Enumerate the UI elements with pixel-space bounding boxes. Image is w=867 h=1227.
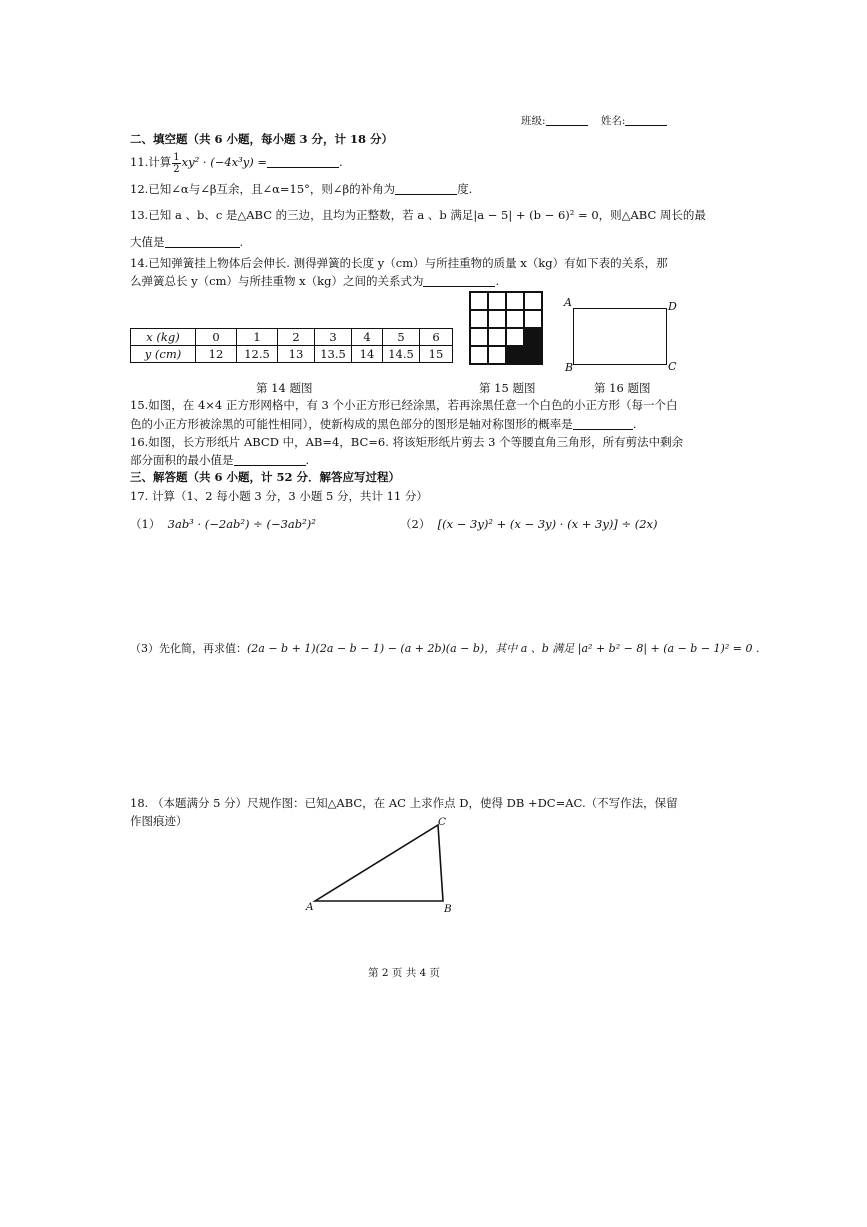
q14-y-cell: 12.5: [237, 346, 278, 363]
q15-line2-text: 色的小正方形被涂黑的可能性相同），使新构成的黑色部分的图形是轴对称图形的概率是: [130, 417, 573, 431]
fig15-caption: 第 15 题图: [479, 381, 536, 395]
q14-y-cell: 14.5: [383, 346, 420, 363]
q14-x-cell: 0: [196, 329, 237, 346]
q14-suffix: .: [495, 274, 500, 288]
grid-cell: [488, 346, 506, 364]
q11-frac-den: 2: [173, 163, 180, 175]
q14-x-cell: 2: [278, 329, 315, 346]
q14-x-cell: 6: [420, 329, 453, 346]
q14-line2: [130, 273, 499, 289]
q16-label-c: C: [668, 360, 677, 373]
grid-cell: [506, 292, 524, 310]
q16-suffix: .: [305, 453, 310, 467]
q13-blank: [165, 235, 240, 248]
q14-x-header: x (kg): [131, 329, 196, 346]
q12-suffix: 度.: [457, 182, 473, 196]
q16-line2-text: 部分面积的最小值是: [130, 453, 234, 467]
q14-table-x-row: [131, 329, 453, 346]
triangle-abc: [315, 825, 443, 901]
q11-blank: [267, 155, 339, 168]
name-blank: [625, 113, 667, 126]
q11-frac-num: 1: [173, 151, 180, 163]
header-class: [521, 113, 667, 128]
q14-y-cell: 13: [278, 346, 315, 363]
q13-suffix: .: [239, 235, 244, 249]
q14-y-cell: 14: [352, 346, 383, 363]
q12-blank: [395, 182, 457, 195]
q17-p1-expression: 3ab³ · (−2ab²) ÷ (−3ab²)²: [167, 517, 316, 531]
page-footer: 第 2 页 共 4 页: [368, 967, 441, 979]
q16-label-b: B: [565, 361, 574, 374]
q14-table: [130, 328, 453, 363]
q17-p3-label: （3）先化简，再求值：: [130, 642, 247, 655]
q17-part3: [130, 640, 759, 656]
q18-line1: 18. （本题满分 5 分）尺规作图：已知△ABC，在 AC 上求作点 D，使得 DB +DC=AC.（不写作法，保留: [130, 796, 678, 810]
fig14-caption: 第 14 题图: [256, 381, 313, 395]
grid-cell: [470, 292, 488, 310]
q12-text: 12.已知∠α与∠β互余，且∠α=15°，则∠β的补角为: [130, 182, 396, 196]
section3-heading: 三、解答题（共 6 小题，计 52 分．解答应写过程）: [130, 470, 401, 484]
q16-blank: [234, 453, 306, 466]
q18-label-c: C: [438, 816, 447, 828]
q13-line2-text: 大值是: [130, 235, 165, 249]
q14-line1: 14.已知弹簧挂上物体后会伸长. 测得弹簧的长度 y（cm）与所挂重物的质量 x（kg）有如下表的关系，那: [130, 256, 668, 270]
q14-x-cell: 5: [383, 329, 420, 346]
q16-line2: [130, 452, 309, 468]
q15-grid-figure: [469, 291, 543, 365]
q15-suffix: .: [632, 417, 637, 431]
grid-cell: [488, 310, 506, 328]
grid-cell: [470, 346, 488, 364]
q14-y-header: y (cm): [131, 346, 196, 363]
q11-fraction: [172, 152, 180, 175]
grid-cell-black: [506, 346, 524, 364]
grid-cell: [524, 292, 542, 310]
q15-line1: 15.如图，在 4×4 正方形网格中，有 3 个小正方形已经涂黑，若再涂黑任意一个白色的小正方形（每一个白: [130, 398, 678, 412]
q11-prefix: 11.计算: [130, 155, 172, 169]
fig16-caption: 第 16 题图: [594, 381, 651, 395]
q15-line2: [130, 416, 636, 432]
q16-line1: 16.如图，长方形纸片 ABCD 中，AB=4，BC=6. 将该矩形纸片剪去 3 个等腰直角三角形，所有剪法中剩余: [130, 435, 684, 449]
q17-p3-expression: (2a − b + 1)(2a − b − 1) − (a + 2b)(a − b): [247, 642, 485, 655]
grid-cell-black: [524, 328, 542, 346]
q14-blank: [423, 274, 495, 287]
q11-expression: xy² · (−4x³y) =: [181, 155, 268, 169]
grid-cell-black: [524, 346, 542, 364]
grid-cell: [506, 328, 524, 346]
q11-suffix: .: [339, 155, 343, 169]
q14-y-cell: 15: [420, 346, 453, 363]
q14-x-cell: 4: [352, 329, 383, 346]
q18-label-a: A: [306, 901, 314, 913]
q17-title: 17. 计算（1、2 每小题 3 分，3 小题 5 分，共计 11 分）: [130, 489, 428, 503]
grid-cell: [470, 310, 488, 328]
q14-y-cell: 13.5: [315, 346, 352, 363]
q16-rectangle: [573, 308, 667, 365]
grid-cell: [470, 328, 488, 346]
name-label: 姓名:: [600, 115, 626, 127]
q17-part1: [130, 516, 316, 532]
q11: [130, 148, 343, 176]
q17-p2-label: （2）: [400, 517, 431, 531]
q16-label-a: A: [564, 296, 572, 309]
q14-x-cell: 3: [315, 329, 352, 346]
q17-p3-condition: ，其中 a 、b 满足 |a² + b² − 8| + (a − b − 1)² = 0 .: [484, 642, 760, 655]
grid-cell: [488, 292, 506, 310]
q14-y-cell: 12: [196, 346, 237, 363]
q15-blank: [573, 417, 633, 430]
grid-cell: [488, 328, 506, 346]
q13-line2: [130, 234, 243, 250]
q17-p1-label: （1）: [130, 517, 161, 531]
q18-line2: 作图痕迹）: [130, 814, 188, 828]
section2-heading: 二、填空题（共 6 小题，每小题 3 分，计 18 分）: [130, 132, 394, 146]
q17-p2-expression: [(x − 3y)² + (x − 3y) · (x + 3y)] ÷ (2x): [437, 517, 658, 531]
q14-x-cell: 1: [237, 329, 278, 346]
q18-label-b: B: [444, 903, 452, 915]
class-label: 班级:: [521, 115, 546, 127]
q12: [130, 181, 472, 197]
grid-cell: [524, 310, 542, 328]
q17-part2: [400, 516, 658, 532]
q14-line2-text: 么弹簧总长 y（cm）与所挂重物 x（kg）之间的关系式为: [130, 274, 424, 288]
class-blank: [546, 113, 588, 126]
grid-cell: [506, 310, 524, 328]
q14-table-y-row: [131, 346, 453, 363]
q16-label-d: D: [668, 300, 677, 313]
q13-line1: 13.已知 a 、b、c 是△ABC 的三边，且均为正整数，若 a 、b 满足|a − 5| + (b − 6)² = 0，则△ABC 周长的最: [130, 208, 706, 222]
